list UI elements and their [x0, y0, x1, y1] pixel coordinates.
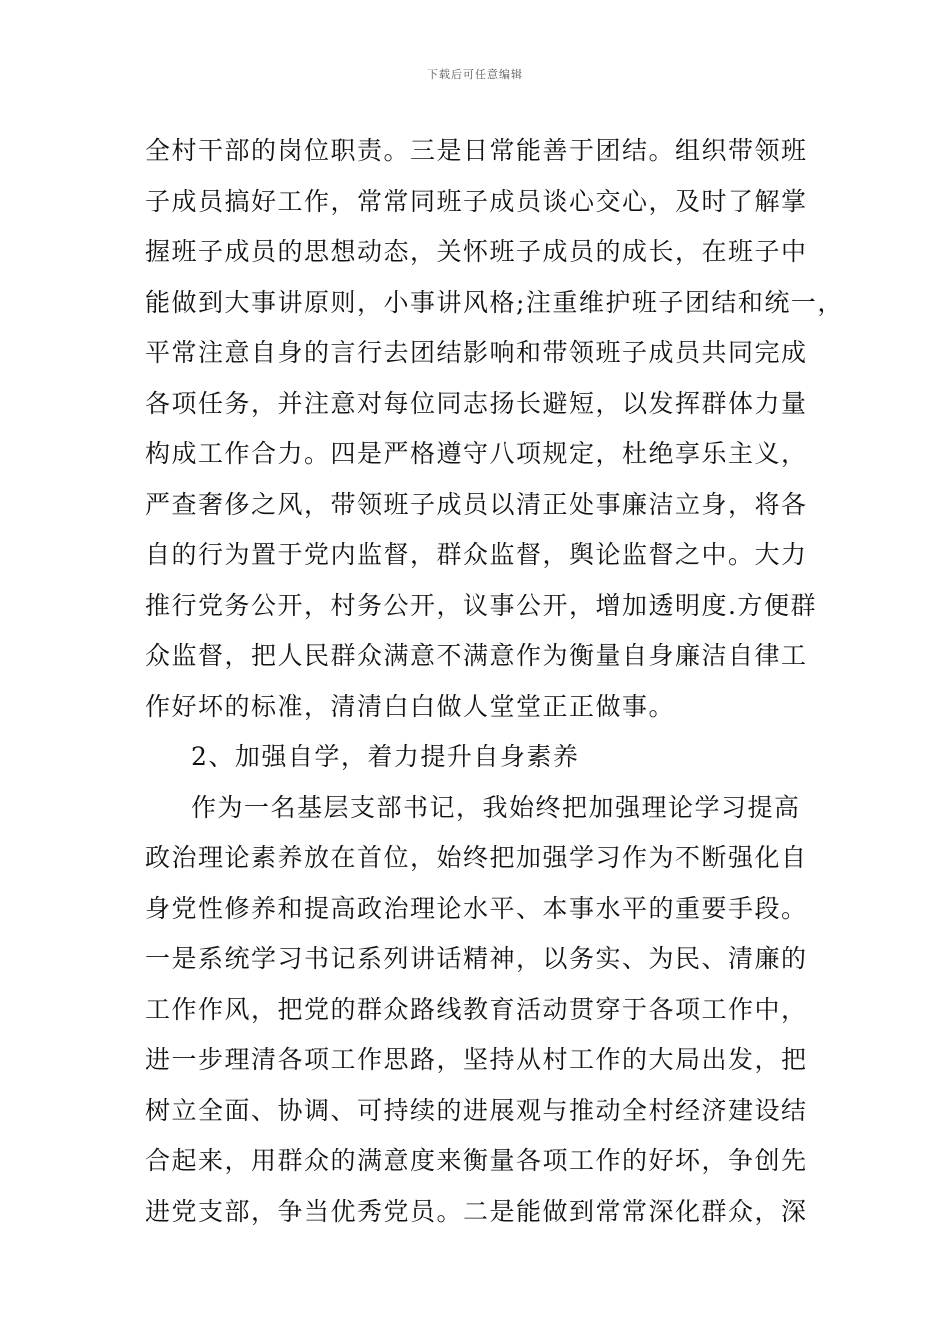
text-line: 一是系统学习书记系列讲话精神，以务实、为民、清廉的	[145, 944, 808, 973]
section-heading: 2、加强自学，着力提升自身素养	[191, 742, 580, 771]
text-line: 合起来，用群众的满意度来衡量各项工作的好坏，争创先	[145, 1146, 808, 1175]
text-line: 树立全面、协调、可持续的进展观与推动全村经济建设结	[145, 1095, 808, 1125]
text-line: 众监督，把人民群众满意不满意作为衡量自身廉洁自律工	[145, 641, 808, 670]
text-line: 工作作风，把党的群众路线教育活动贯穿于各项工作中，	[145, 994, 808, 1024]
paragraph-first-line: 作为一名基层支部书记，我始终把加强理论学习提高	[191, 792, 801, 822]
text-line: 全村干部的岗位职责。三是日常能善于团结。组织带领班	[145, 136, 808, 165]
text-line: 自的行为置于党内监督，群众监督，舆论监督之中。大力	[145, 540, 808, 569]
text-line: 进党支部，争当优秀党员。二是能做到常常深化群众，深	[145, 1196, 808, 1226]
text-line: 身党性修养和提高政治理论水平、本事水平的重要手段。	[145, 893, 808, 923]
page-header: 下载后可任意编辑	[427, 68, 523, 81]
text-line: 作好坏的标准，清清白白做人堂堂正正做事。	[145, 691, 676, 721]
text-line: 平常注意自身的言行去团结影响和带领班子成员共同完成	[145, 338, 808, 367]
text-line: 推行党务公开，村务公开，议事公开，增加透明度.方便群	[145, 590, 817, 620]
body-text	[145, 126, 844, 1237]
text-line: 握班子成员的思想动态，关怀班子成员的成长，在班子中	[145, 237, 808, 266]
text-line: 进一步理清各项工作思路，坚持从村工作的大局出发，把	[145, 1045, 808, 1074]
text-line: 各项任务，并注意对每位同志扬长避短，以发挥群体力量	[145, 388, 808, 418]
text-line: 严查奢侈之风，带领班子成员以清正处事廉洁立身，将各	[145, 489, 808, 519]
text-line: 子成员搞好工作，常常同班子成员谈心交心，及时了解掌	[145, 186, 808, 216]
text-line: 政治理论素养放在首位，始终把加强学习作为不断强化自	[145, 843, 808, 872]
text-line: 能做到大事讲原则，小事讲风格;注重维护班子团结和统一，	[145, 287, 844, 317]
text-line: 构成工作合力。四是严格遵守八项规定，杜绝享乐主义，	[145, 439, 808, 468]
